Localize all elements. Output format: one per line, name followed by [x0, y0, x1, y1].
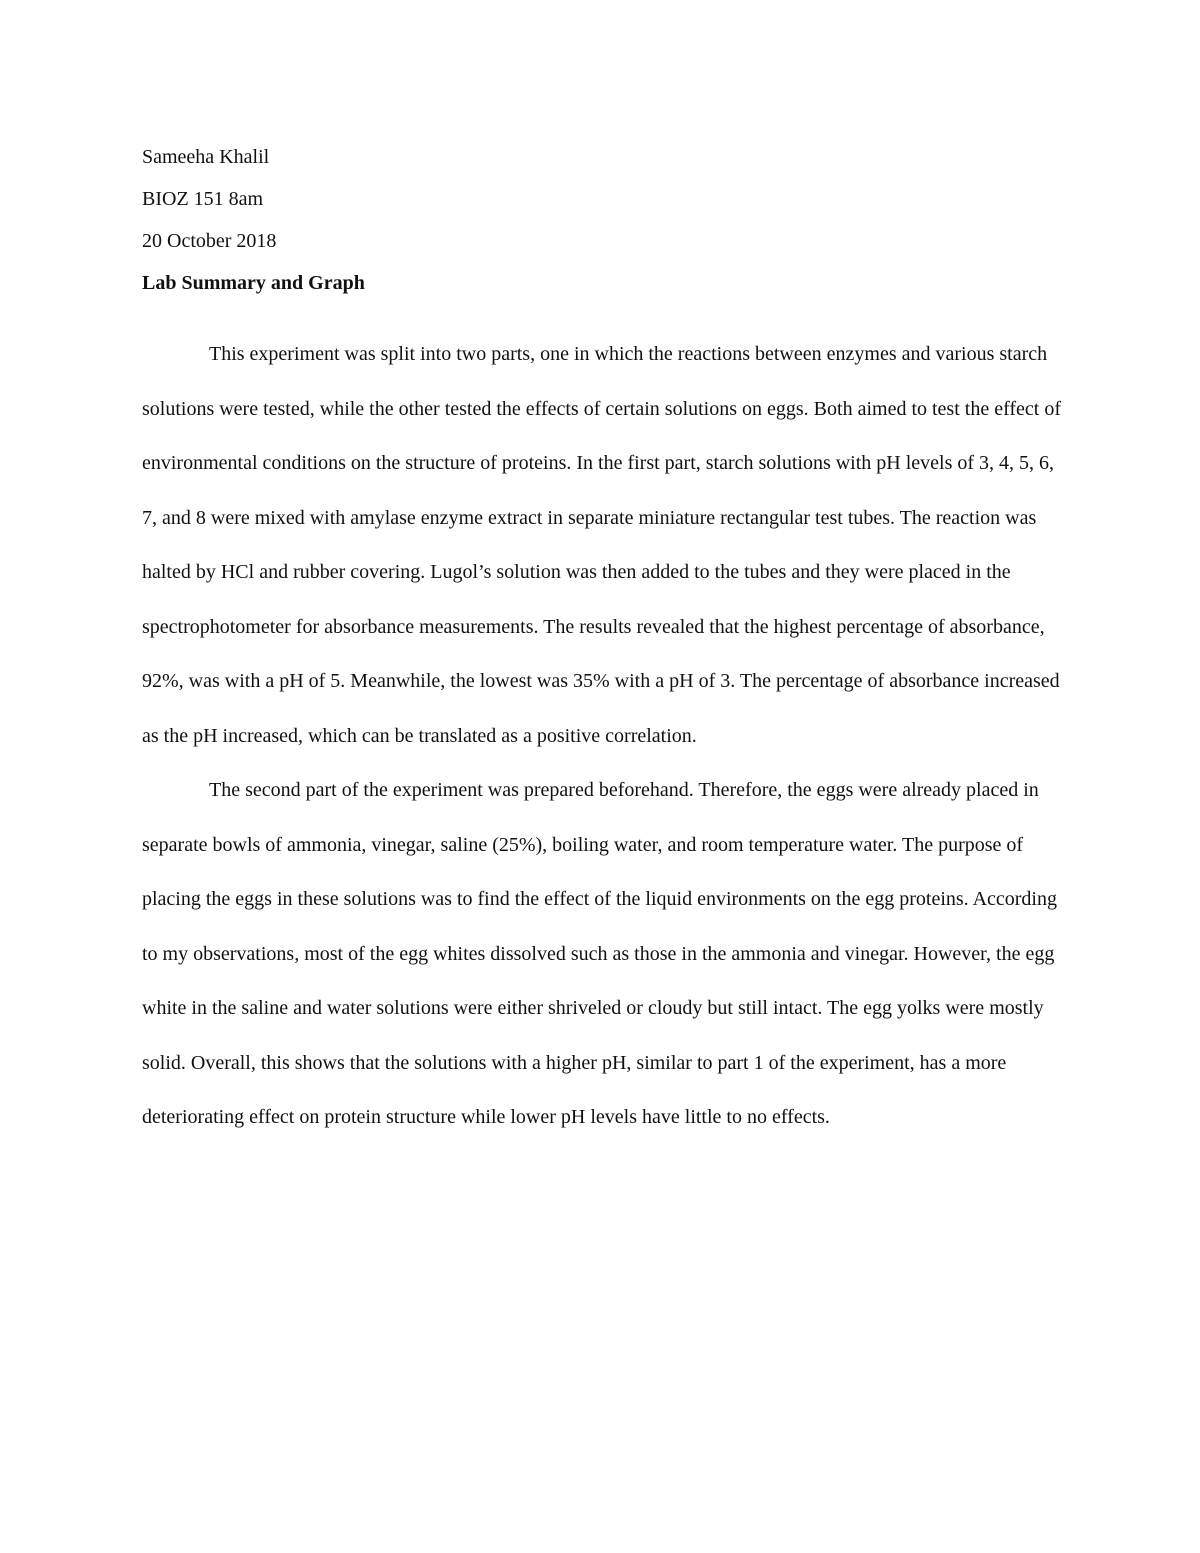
document-content — [142, 140, 1062, 1145]
author-name: Sameeha Khalil — [142, 146, 270, 168]
body-paragraph-1: This experiment was split into two parts, one in which the reactions between enzymes and various starch solutions were tested, while the other tested the effects of certain solutions on eggs. Both aimed to test the effect of environmental conditions on the structure of proteins. In the first part, starch solutions with pH levels of 3, 4, 5, 6, 7, and 8 were mixed with amylase enzyme extract in separate miniature rectangular test tubes. The reaction was halted by HCl and rubber covering. Lugol’s solution was then added to the tubes and they were placed in the spectrophotometer for absorbance measurements. The results revealed that the highest percentage of absorbance, 92%, was with a pH of 5. Meanwhile, the lowest was 35% with a pH of 3. The percentage of absorbance increased as the pH increased, which can be translated as a positive correlation. — [142, 343, 1062, 747]
body-paragraph-2: The second part of the experiment was prepared beforehand. Therefore, the eggs were already placed in separate bowls of ammonia, vinegar, saline (25%), boiling water, and room temperature water. The purpose of placing the eggs in these solutions was to find the effect of the liquid environments on the egg proteins. According to my observations, most of the egg whites dissolved such as those in the ammonia and vinegar. However, the egg white in the saline and water solutions were either shriveled or cloudy but still intact. The egg yolks were mostly solid. Overall, this shows that the solutions with a higher pH, similar to part 1 of the experiment, has a more deteriorating effect on protein structure while lower pH levels have little to no effects. — [142, 779, 1057, 1128]
course-line: BIOZ 151 8am — [142, 188, 264, 210]
document-title: Lab Summary and Graph — [142, 272, 365, 294]
date-line: 20 October 2018 — [142, 230, 277, 252]
